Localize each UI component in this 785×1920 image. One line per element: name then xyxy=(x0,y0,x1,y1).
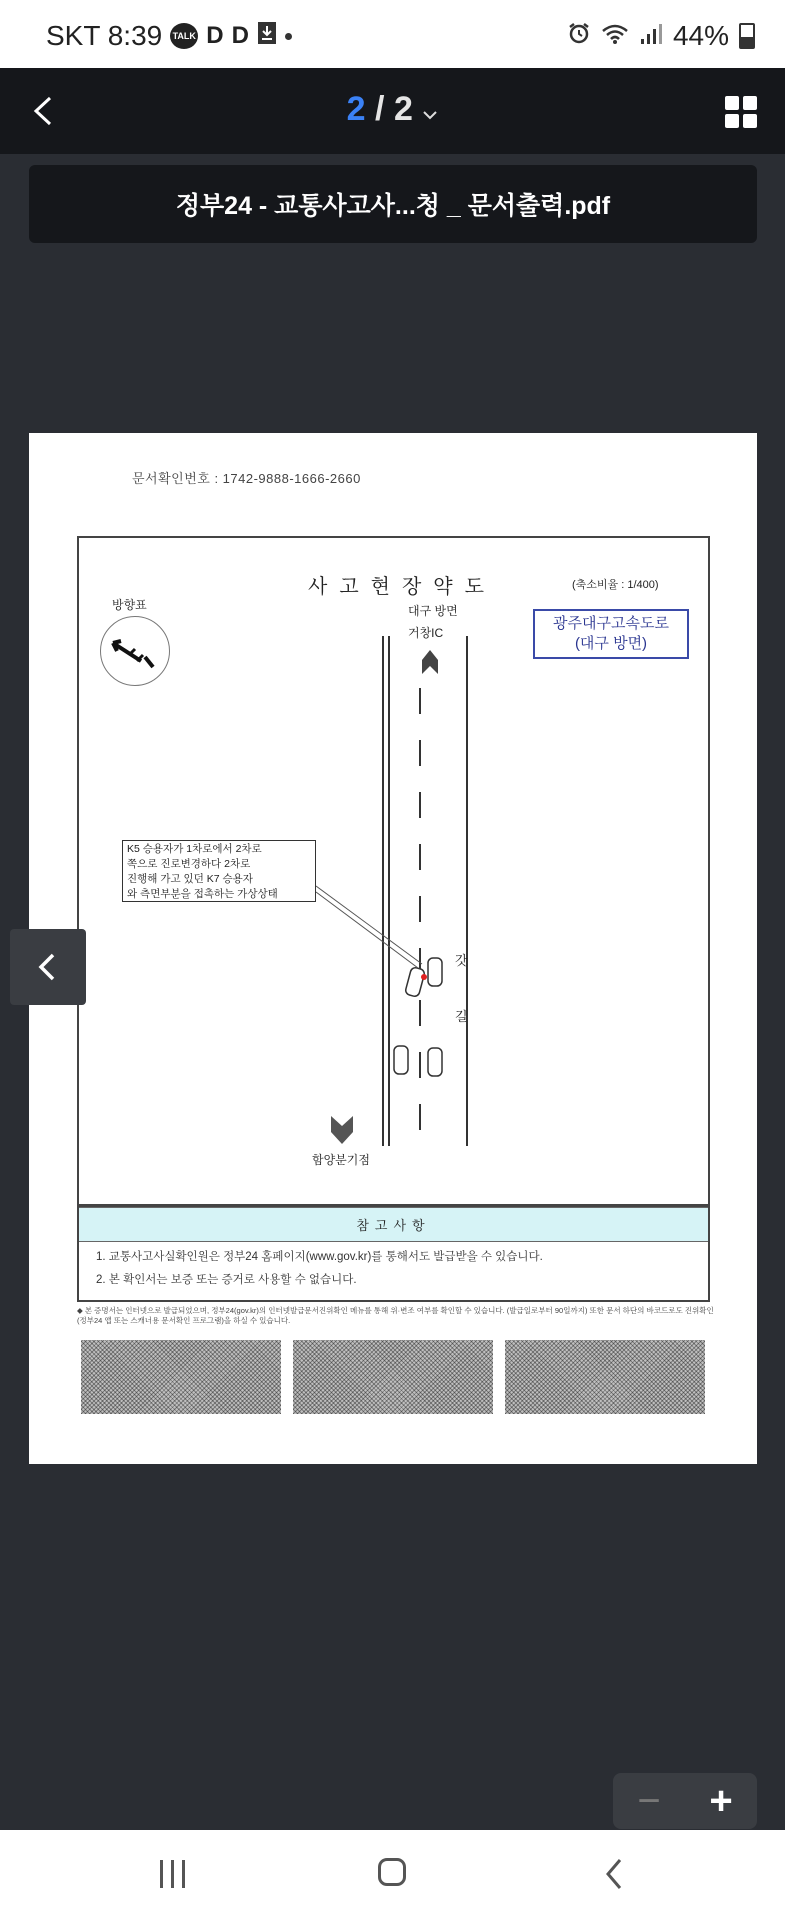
car-k7-collision xyxy=(428,958,442,986)
highway-name: 광주대구고속도로 xyxy=(553,615,669,632)
zoom-in-button[interactable]: + xyxy=(685,1773,757,1829)
system-back-button[interactable] xyxy=(600,1854,630,1894)
note-line: 와 측면부분을 접촉하는 가상상태 xyxy=(127,888,278,900)
battery-icon xyxy=(739,23,755,49)
road-edge-right xyxy=(466,636,468,1146)
shoulder-label-1: 갓 xyxy=(455,953,468,968)
car-k5-before xyxy=(394,1046,408,1074)
chevron-down-icon xyxy=(422,110,438,120)
hamyang-junction-label: 함양분기점 xyxy=(312,1153,370,1167)
reference-item-1: 1. 교통사고사실확인원은 정부24 홈페이지(www.gov.kr)를 통해서도 발급받을 수 있습니다. xyxy=(96,1251,543,1263)
system-nav-bar xyxy=(0,1830,785,1920)
download-notification-icon xyxy=(257,20,277,52)
highway-direction: (대구 방면) xyxy=(574,635,648,652)
south-arrow-shape xyxy=(327,1114,357,1148)
status-left xyxy=(46,20,292,52)
grid-view-button[interactable] xyxy=(725,96,757,128)
page-indicator[interactable] xyxy=(0,90,785,129)
compass-label: 방향표 xyxy=(112,598,147,612)
barcode-3 xyxy=(505,1340,705,1414)
status-right xyxy=(567,20,755,52)
reference-header: 참고사항 xyxy=(79,1207,708,1242)
geochang-ic-label: 거창IC xyxy=(408,626,444,640)
signal-icon xyxy=(639,20,663,52)
shoulder-label-2: 길 xyxy=(455,1009,468,1024)
previous-page-button[interactable] xyxy=(10,929,86,1005)
accident-description-note xyxy=(122,840,316,902)
highway-label xyxy=(533,609,689,659)
zoom-out-button[interactable]: − xyxy=(613,1773,685,1829)
alarm-icon xyxy=(567,20,591,52)
page-separator: / xyxy=(375,90,385,128)
viewer-top-bar xyxy=(0,68,785,154)
kakaotalk-icon: TALK xyxy=(170,23,198,49)
sketch-title: 사고현장약도 xyxy=(308,576,496,598)
wifi-icon xyxy=(601,20,629,52)
note-line: 쪽으로 진로변경하다 2차로 xyxy=(127,858,251,870)
car-k7-before xyxy=(428,1048,442,1076)
note-line: 진행해 가고 있던 K7 승용자 xyxy=(127,873,253,885)
note-line: K5 승용자가 1차로에서 2차로 xyxy=(127,843,262,855)
current-page: 2 xyxy=(346,90,366,128)
notification-d-icon: D xyxy=(231,22,249,49)
recent-apps-button[interactable] xyxy=(160,1860,190,1888)
more-notifications-dot xyxy=(285,33,292,40)
total-pages: 2 xyxy=(393,90,413,128)
north-arrow-shape xyxy=(422,650,438,674)
car-k5-collision xyxy=(405,967,427,998)
battery-percent: 44% xyxy=(672,20,729,51)
chevron-left-icon xyxy=(33,947,63,987)
barcode-1 xyxy=(81,1340,281,1414)
daegu-direction-label: 대구 방면 xyxy=(408,604,458,618)
home-button[interactable] xyxy=(378,1858,406,1886)
carrier-time: SKT 8:39 xyxy=(46,20,163,51)
status-bar xyxy=(0,0,785,68)
note-pointer-lines xyxy=(310,880,430,970)
document-number: 문서확인번호 : 1742-9888-1666-2660 xyxy=(132,471,361,486)
compass-icon xyxy=(100,616,170,686)
file-name-banner: 정부24 - 교통사고사...청 _ 문서출력.pdf xyxy=(29,165,757,243)
document-footnote: ◆ 본 증명서는 인터넷으로 발급되었으며, 정부24(gov.kr)의 인터넷발급문서진위확인 메뉴를 통해 위·변조 여부를 확인할 수 있습니다. (발급일로부터 90일까지) 또한 문서 하단의 바코드로도 진위확인(정부24 앱 또는 스캐너용 문서확인 프로그램)을 하실 수 있습니다. xyxy=(77,1306,714,1325)
notification-d-icon: D xyxy=(206,22,224,49)
grid-icon xyxy=(725,96,739,110)
scale-ratio: (축소비율 : 1/400) xyxy=(572,579,659,591)
chevron-left-icon xyxy=(600,1854,630,1894)
barcode-2 xyxy=(293,1340,493,1414)
reference-item-2: 2. 본 확인서는 보증 또는 증거로 사용할 수 없습니다. xyxy=(96,1274,357,1286)
